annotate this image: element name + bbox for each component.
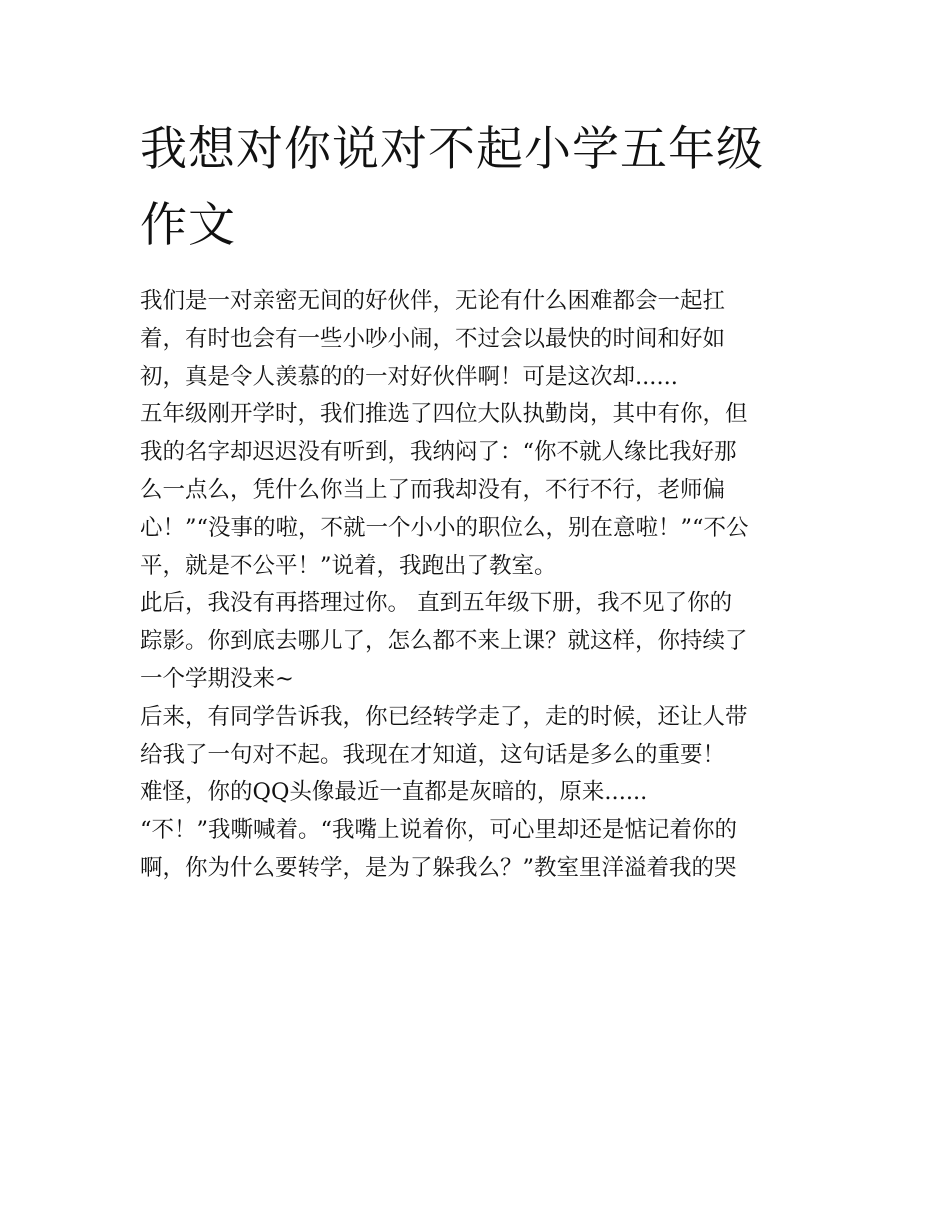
text-line: 么一点么，凭什么你当上了而我却没有，不行不行，老师偏 xyxy=(140,476,726,503)
document-body xyxy=(140,283,820,888)
text-line: 啊，你为什么要转学，是为了躲我么？”教室里洋溢着我的哭 xyxy=(140,854,737,881)
paragraph xyxy=(140,774,820,812)
text-line: 难怪，你的QQ头像最近一直都是灰暗的，原来...... xyxy=(140,779,648,806)
text-line: 踪影。你到底去哪儿了，怎么都不来上课？就这样，你持续了 xyxy=(140,628,748,655)
paragraph xyxy=(140,283,820,396)
paragraph xyxy=(140,812,820,888)
text-line: 心！”“没事的啦，不就一个小小的职位么，别在意啦！”“不公 xyxy=(140,514,749,541)
text-line: 给我了一句对不起。我现在才知道，这句话是多么的重要！ xyxy=(140,741,726,768)
title-line: 作文 xyxy=(140,198,236,253)
text-line: 平，就是不公平！”说着，我跑出了教室。 xyxy=(140,552,557,579)
text-line: “不！”我嘶喊着。“我嘴上说着你，可心里却还是惦记着你的 xyxy=(140,817,738,844)
text-line: 此后，我没有再搭理过你。 直到五年级下册，我不见了你的 xyxy=(140,590,733,617)
text-line: 我的名字却迟迟没有听到，我纳闷了：“你不就人缘比我好那 xyxy=(140,439,737,466)
text-line: 着，有时也会有一些小吵小闹，不过会以最快的时间和好如 xyxy=(140,325,726,352)
text-line: 初，真是令人羡慕的的一对好伙伴啊！可是这次却...... xyxy=(140,363,678,390)
paragraph xyxy=(140,396,820,585)
paragraph xyxy=(140,585,820,698)
text-line: 后来，有同学告诉我，你已经转学走了，走的时候，还让人带 xyxy=(140,703,748,730)
text-line: 我们是一对亲密无间的好伙伴，无论有什么困难都会一起扛 xyxy=(140,288,726,314)
text-line: 一个学期没来~ xyxy=(140,665,294,692)
document-title xyxy=(140,112,820,264)
paragraph xyxy=(140,699,820,775)
title-line: 我想对你说对不起小学五年级 xyxy=(140,122,764,177)
text-line: 五年级刚开学时，我们推选了四位大队执勤岗，其中有你，但 xyxy=(140,401,748,428)
